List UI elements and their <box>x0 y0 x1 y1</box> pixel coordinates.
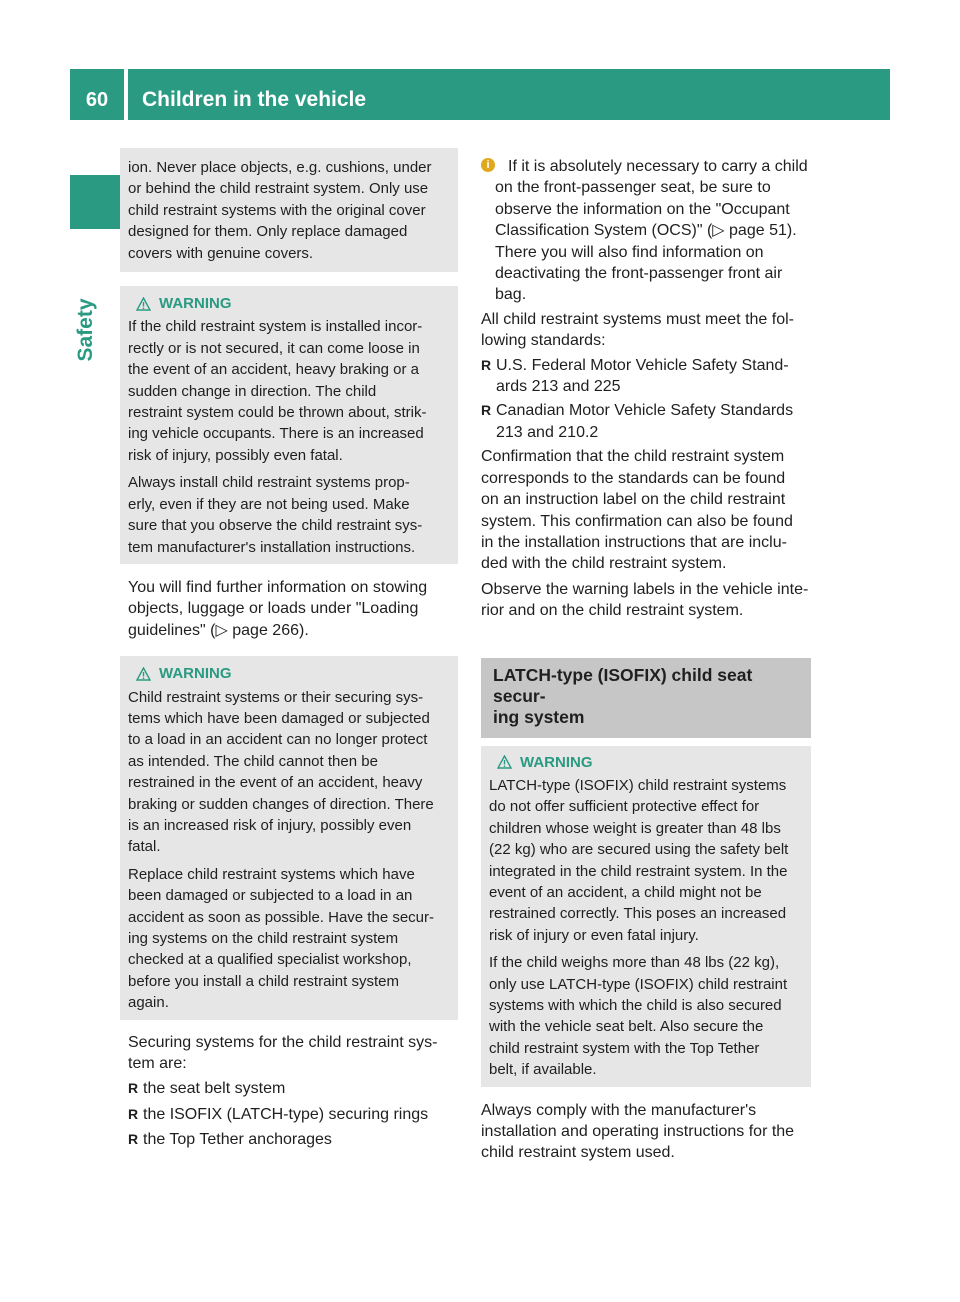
warning-text: LATCH-type (ISOFIX) child restraint systems do not offer sufficient protective effect for children whose weight is greater than 48 lbs (22 kg) who are secured using the safety belt integrated in the child restraint system. In the event of an accident, a child might not be restrained correctly. This poses an increased risk of injury or even fatal injury. <box>489 776 789 944</box>
note-text: ion. Never place objects, e.g. cushions, under or behind the child restraint system. Only use child restraint systems with the original cover designed for them. Only replace damaged covers with genuine covers. <box>128 159 432 262</box>
chapter-marker <box>70 175 124 229</box>
page-number-box <box>70 69 124 120</box>
body-paragraph: You will find further information on stowing objects, luggage or loads under "Loading guidelines" (▷ page 266). <box>128 578 428 639</box>
right-column <box>481 156 811 1164</box>
warning-text: Child restraint systems or their securing sys- tems which have been damaged or subjected to a load in an accident can no longer protect as intended. The child cannot then be restrained in the event of an accident, heavy braking or sudden changes of direction. There is an increased risk of injury, possibly even fatal. <box>128 688 434 856</box>
warning-heading: WARNING <box>136 293 450 314</box>
list-item: R the seat belt system <box>128 1078 458 1099</box>
warning-text: Replace child restraint systems which have been damaged or subjected to a load in an accident as soon as possible. Have the secur- ing systems on the child restraint system checked at a qualified specialist workshop, before you install a child restraint system again. <box>128 865 434 1012</box>
warning-box <box>481 746 811 1087</box>
list-item: R the Top Tether anchorages <box>128 1129 458 1150</box>
info-icon: i <box>481 158 495 172</box>
section-title: Children in the vehicle <box>142 88 367 111</box>
left-column <box>120 148 458 1151</box>
section-heading: LATCH-type (ISOFIX) child seat secur- ing system <box>481 658 811 738</box>
body-paragraph: Observe the warning labels in the vehicle inte- rior and on the child restraint system. <box>481 580 809 620</box>
chapter-label: Safety <box>74 298 97 362</box>
warning-heading: WARNING <box>136 663 450 684</box>
note-box <box>120 148 458 272</box>
body-paragraph: Always comply with the manufacturer's installation and operating instructions for the child restraint system used. <box>481 1101 795 1162</box>
warning-box <box>120 286 458 564</box>
warning-text: If the child weighs more than 48 lbs (22 kg), only use LATCH-type (ISOFIX) child restraint systems with which the child is also secured with the vehicle seat belt. Also secure the child restraint system with the Top Tether belt, if available. <box>489 954 788 1079</box>
warning-text: Always install child restraint systems prop- erly, even if they are not being used. Make sure that you observe the child restraint sys- tem manufacturer's installation instructions. <box>128 474 423 556</box>
warning-box <box>120 656 458 1020</box>
page-number: 60 <box>85 89 109 111</box>
header-bar <box>128 69 890 120</box>
list-item: R the ISOFIX (LATCH-type) securing rings <box>128 1104 458 1125</box>
info-note: i If it is absolutely necessary to carry a child on the front-passenger seat, be sure to observe the information on the "Occupant Classification System (OCS)" (▷ page 51). There you will also find information on deactivating the front-passenger front air bag. <box>481 156 811 306</box>
list-item: R Canadian Motor Vehicle Safety Standards 213 and 210.2 <box>481 400 811 443</box>
body-paragraph: All child restraint systems must meet the fol- lowing standards: <box>481 310 794 350</box>
body-paragraph: Confirmation that the child restraint system corresponds to the standards can be found on an instruction label on the child restraint system. This confirmation can also be found in the installation instructions that are inclu- ded with the child restraint system. <box>481 448 793 573</box>
warning-text: If the child restraint system is installed incor- rectly or is not secured, it can come loose in the event of an accident, heavy braking or a sudden change in direction. The child restraint system could be thrown about, strik- ing vehicle occupants. There is an increased risk of injury, possibly even fatal. <box>128 318 427 464</box>
list-item: R U.S. Federal Motor Vehicle Safety Stand- ards 213 and 225 <box>481 355 811 398</box>
warning-triangle-icon <box>497 755 512 769</box>
warning-triangle-icon <box>136 297 151 311</box>
warning-triangle-icon <box>136 667 151 681</box>
body-paragraph: Securing systems for the child restraint sys- tem are: <box>128 1033 438 1073</box>
warning-heading: WARNING <box>497 752 803 773</box>
